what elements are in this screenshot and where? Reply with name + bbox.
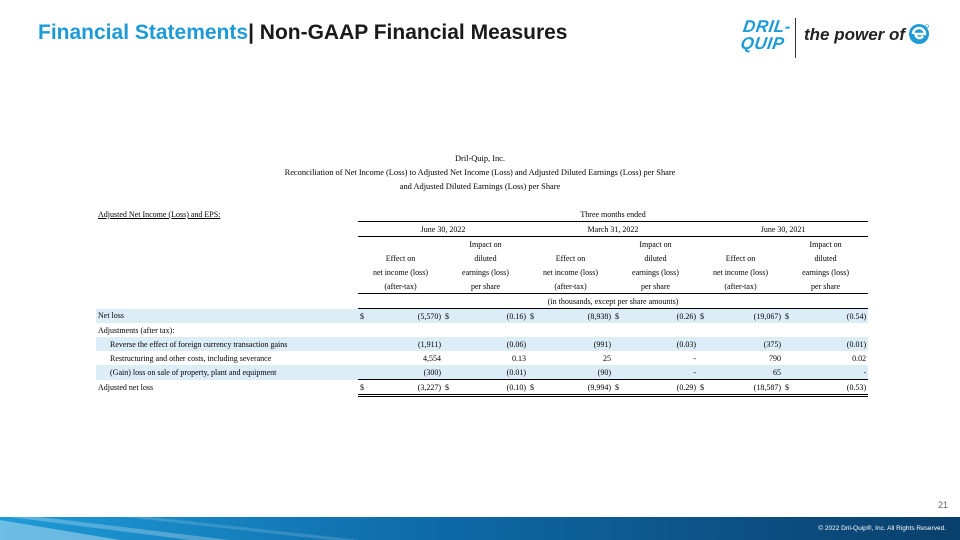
col-impact-line4: per share: [783, 279, 868, 294]
table-cell: (0.16): [455, 309, 528, 324]
section-label: Adjusted Net Income (Loss) and EPS:: [98, 209, 221, 219]
currency-symbol: $: [613, 309, 625, 324]
table-cell: (90): [540, 365, 613, 380]
table-cell: 25: [603, 353, 611, 363]
table-cell: -: [625, 365, 698, 380]
col-effect-line1: Effect on: [555, 253, 586, 263]
table-cell: (3,227): [370, 380, 443, 396]
units-row: [96, 294, 868, 309]
col-effect-line1: Effect on: [385, 253, 416, 263]
table-cell: (19,067): [710, 309, 783, 324]
col-impact-line3: earnings (loss): [462, 267, 509, 277]
table-cell: (0.06): [455, 337, 528, 351]
footer-band: [0, 517, 960, 540]
currency-symbol: $: [783, 380, 795, 396]
table-cell: (0.01): [795, 337, 868, 351]
brand-wordmark: [740, 18, 793, 52]
period-june-2021: June 30, 2021: [698, 222, 868, 237]
brand-line1: DRIL-: [741, 17, 793, 36]
table-row: [96, 365, 868, 380]
col-impact-line4: per share: [443, 279, 528, 294]
col-impact-line1: Impact on: [469, 239, 502, 249]
table-cell: (8,938): [540, 309, 613, 324]
col-impact-line3: earnings (loss): [802, 267, 849, 277]
e-logo-icon: [908, 23, 930, 45]
col-impact-line2: diluted: [644, 253, 667, 263]
table-cell: (0.54): [795, 309, 868, 324]
table-cell: (0.10): [455, 380, 528, 396]
table-cell: 0.13: [512, 353, 526, 363]
table-row: [96, 380, 868, 396]
logo-divider: [795, 18, 796, 58]
col-effect-line2: net income (loss): [712, 267, 769, 277]
currency-symbol: $: [698, 380, 710, 396]
period-row: [96, 222, 868, 237]
currency-symbol: $: [358, 309, 370, 324]
table-row: [96, 323, 868, 337]
brand-tagline: the power of: [804, 25, 906, 44]
report-heading-line2: and Adjusted Diluted Earnings (Loss) per Share: [399, 182, 561, 191]
row-label: Reverse the effect of foreign currency transaction gains: [96, 337, 358, 351]
row-label: Adjusted net loss: [98, 383, 154, 392]
col-header-row-1: [96, 237, 868, 252]
table-row: [96, 351, 868, 365]
table-row: [96, 309, 868, 324]
brand-line2: QUIP: [739, 34, 786, 53]
table-cell: (9,994): [540, 380, 613, 396]
table-cell: 790: [769, 353, 781, 363]
table-cell: 4,554: [423, 353, 441, 363]
currency-symbol: $: [528, 380, 540, 396]
table-cell: (0.03): [625, 337, 698, 351]
table-cell: (1,911): [370, 337, 443, 351]
table-cell: (0.26): [625, 309, 698, 324]
currency-symbol: $: [528, 309, 540, 324]
col-effect-line2: net income (loss): [542, 267, 599, 277]
copyright-text: © 2022 Dril-Quip®, Inc. All Rights Reserved.: [818, 525, 946, 532]
currency-symbol: $: [783, 309, 795, 324]
page-title: [38, 21, 567, 45]
table-cell: 0.02: [852, 353, 867, 363]
title-subtitle: Non-GAAP Financial Measures: [253, 21, 568, 44]
col-effect-line3: (after-tax): [698, 279, 783, 294]
reconciliation-table: [96, 207, 868, 397]
col-impact-line2: diluted: [814, 253, 837, 263]
page-number: 21: [937, 500, 948, 510]
col-impact-line3: earnings (loss): [632, 267, 679, 277]
col-effect-line2: net income (loss): [372, 267, 429, 277]
table-cell: (300): [370, 365, 443, 380]
table-cell: (0.29): [625, 380, 698, 396]
col-effect-line3: (after-tax): [528, 279, 613, 294]
currency-symbol: $: [613, 380, 625, 396]
col-impact-line1: Impact on: [639, 239, 672, 249]
col-impact-line2: diluted: [474, 253, 497, 263]
table-cell: (5,570): [370, 309, 443, 324]
period-june-2022: June 30, 2022: [358, 222, 528, 237]
col-effect-line1: Effect on: [725, 253, 756, 263]
col-effect-line3: (after-tax): [358, 279, 443, 294]
col-header-row-3: [96, 265, 868, 279]
period-march-2022: March 31, 2022: [528, 222, 698, 237]
currency-symbol: $: [443, 380, 455, 396]
table-cell: -: [795, 365, 868, 380]
table-row: [96, 337, 868, 351]
company-logo: [739, 16, 932, 60]
table-cell: (0.53): [795, 380, 868, 396]
table-header-row: [96, 207, 868, 222]
period-header: Three months ended: [358, 207, 868, 222]
table-cell: (375): [710, 337, 783, 351]
col-impact-line4: per share: [613, 279, 698, 294]
title-separator: |: [248, 21, 254, 44]
col-impact-line1: Impact on: [809, 239, 842, 249]
title-section: Financial Statements: [38, 21, 249, 44]
table-cell: -: [693, 353, 696, 363]
row-label: Adjustments (after tax):: [98, 325, 175, 335]
row-label: Restructuring and other costs, including severance: [110, 353, 272, 363]
col-header-row-4: [96, 279, 868, 294]
table-cell: (991): [540, 337, 613, 351]
col-header-row-2: [96, 251, 868, 265]
currency-symbol: $: [443, 309, 455, 324]
row-label: Net loss: [96, 309, 358, 324]
currency-symbol: $: [358, 380, 370, 396]
report-company: Dril-Quip, Inc.: [454, 154, 505, 163]
report-heading-line1: Reconciliation of Net Income (Loss) to Adjusted Net Income (Loss) and Adjusted Diluted Earnings (Loss) per Share: [284, 168, 676, 177]
currency-symbol: $: [698, 309, 710, 324]
row-label: (Gain) loss on sale of property, plant and equipment: [96, 365, 358, 380]
table-cell: (0.01): [455, 365, 528, 380]
units-note: (in thousands, except per share amounts): [358, 294, 868, 309]
table-cell: (18,587): [710, 380, 783, 396]
table-cell: 65: [710, 365, 783, 380]
